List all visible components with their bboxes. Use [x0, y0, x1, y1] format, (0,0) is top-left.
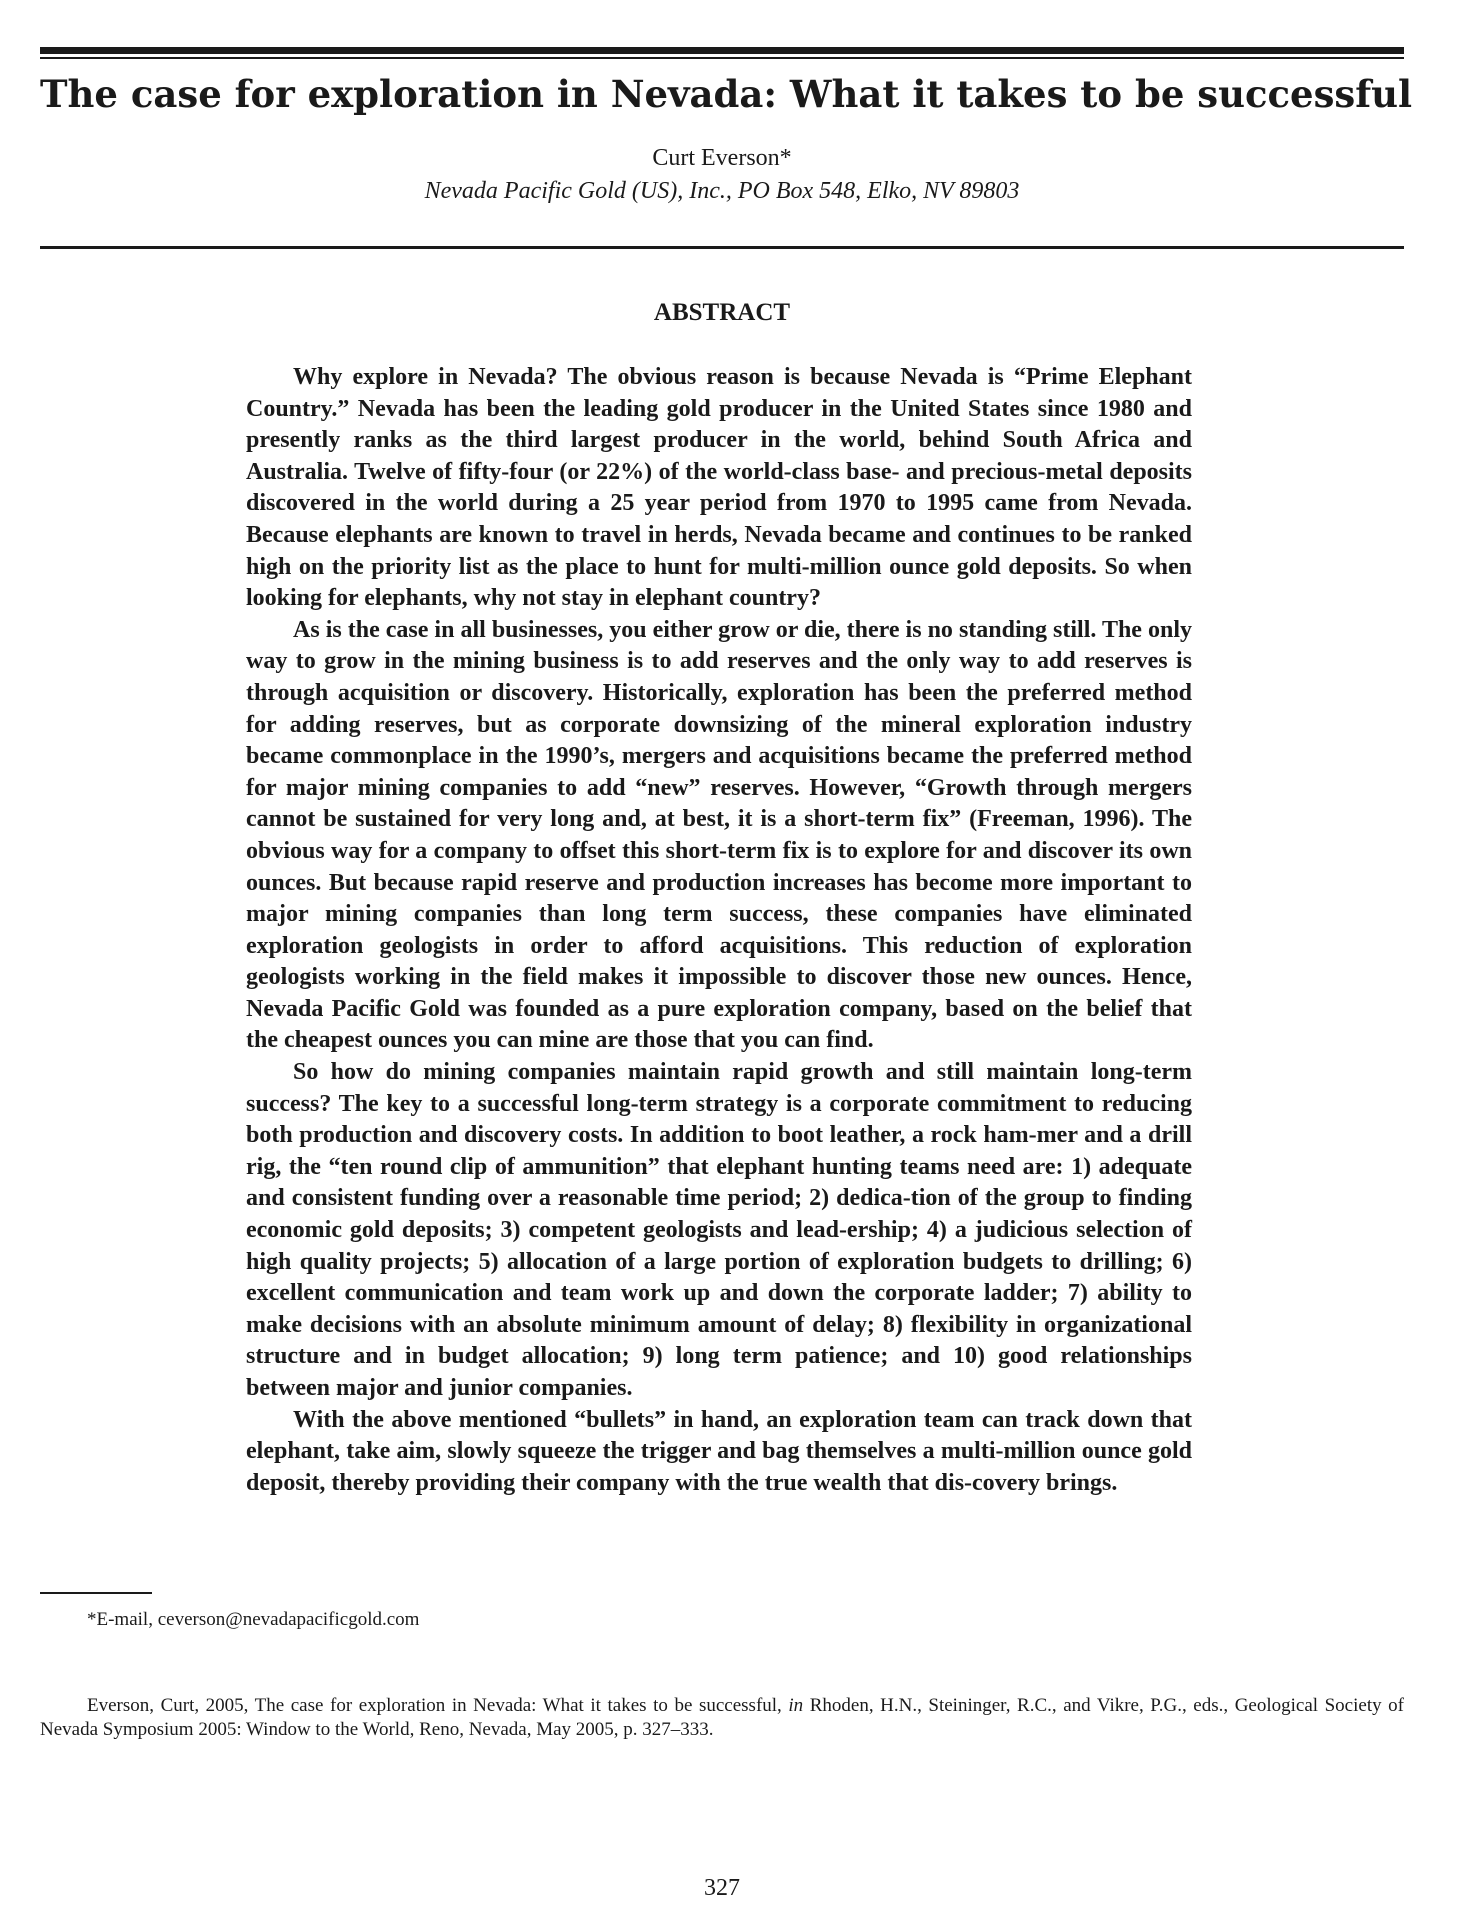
- footnote-email: *E-mail, ceverson@nevadapacificgold.com: [87, 1609, 420, 1630]
- abstract-body: [246, 362, 1192, 1499]
- footnote-rule: [40, 1592, 152, 1594]
- abstract-paragraph-3: So how do mining companies maintain rapid growth and still maintain long-term success? The key to a successful long-term strategy is a corporate commitment to reducing both production and discovery costs. In addition to boot leather, a rock ham-mer and a drill rig, the “ten round clip of ammunition” that elephant hunting teams need are: 1) adequate and consistent funding over a reasonable time period; 2) dedica-tion of the group to finding economic gold deposits; 3) competent geologists and lead-ership; 4) a judicious selection of high quality projects; 5) allocation of a large portion of exploration budgets to drilling; 6) excellent communication and team work up and down the corporate ladder; 7) ability to make decisions with an absolute minimum amount of delay; 8) flexibility in organizational structure and in budget allocation; 9) long term patience; and 10) good relationships between major and junior companies.: [246, 1059, 1192, 1401]
- author-affiliation: Nevada Pacific Gold (US), Inc., PO Box 548, Elko, NV 89803: [424, 178, 1020, 204]
- abstract-paragraph-2: As is the case in all businesses, you either grow or die, there is no standing still. The only way to grow in the mining business is to add reserves and the only way to add reserves is through acquisition or discovery. Historically, exploration has been the preferred method for adding reserves, but as corporate downsizing of the mineral exploration industry became commonplace in the 1990’s, mergers and acquisitions became the preferred method for major mining companies to add “new” reserves. However, “Growth through mergers cannot be sustained for very long and, at best, it is a short-term fix” (Freeman, 1996). The obvious way for a company to offset this short-term fix is to explore for and discover its own ounces. But because rapid reserve and production increases has become more important to major mining companies than long term success, these companies have eliminated exploration geologists in order to afford acquisitions. This reduction of exploration geologists working in the field makes it impossible to discover those new ounces. Hence, Nevada Pacific Gold was founded as a pure exploration company, based on the belief that the cheapest ounces you can mine are those that you can find.: [246, 616, 1192, 1054]
- citation-after: Rhoden, H.N., Steininger, R.C., and Vikre, P.G., eds., Geological Society of Nevada Symposium 2005: Window to the World, Reno, Nevada, May 2005, p. 327–333.: [40, 1695, 1405, 1740]
- top-rule-thin: [40, 57, 1404, 59]
- citation-in: in: [788, 1695, 804, 1716]
- author-name: Curt Everson*: [652, 145, 792, 171]
- page-number: 327: [704, 1875, 740, 1901]
- abstract-paragraph-1: Why explore in Nevada? The obvious reason is because Nevada is “Prime Elephant Country.” Nevada has been the leading gold producer in the United States since 1980 and presently ranks as the third largest producer in the world, behind South Africa and Australia. Twelve of fifty-four (or 22%) of the world-class base- and precious-metal deposits discovered in the world during a 25 year period from 1970 to 1995 came from Nevada. Because elephants are known to travel in herds, Nevada became and continues to be ranked high on the priority list as the place to hunt for multi-million ounce gold deposits. So when looking for elephants, why not stay in elephant country?: [246, 364, 1192, 612]
- top-rule-thick: [40, 47, 1404, 54]
- citation: [40, 1694, 1404, 1742]
- citation-before: Everson, Curt, 2005, The case for exploration in Nevada: What it takes to be successful,: [87, 1695, 789, 1716]
- abstract-heading: ABSTRACT: [653, 299, 791, 326]
- abstract-paragraph-4: With the above mentioned “bullets” in hand, an exploration team can track down that elephant, take aim, slowly squeeze the trigger and bag themselves a multi-million ounce gold deposit, thereby providing their company with the true wealth that dis-covery brings.: [246, 1406, 1192, 1496]
- paper-title: The case for exploration in Nevada: What it takes to be successful: [40, 72, 1413, 116]
- header-divider: [40, 246, 1404, 249]
